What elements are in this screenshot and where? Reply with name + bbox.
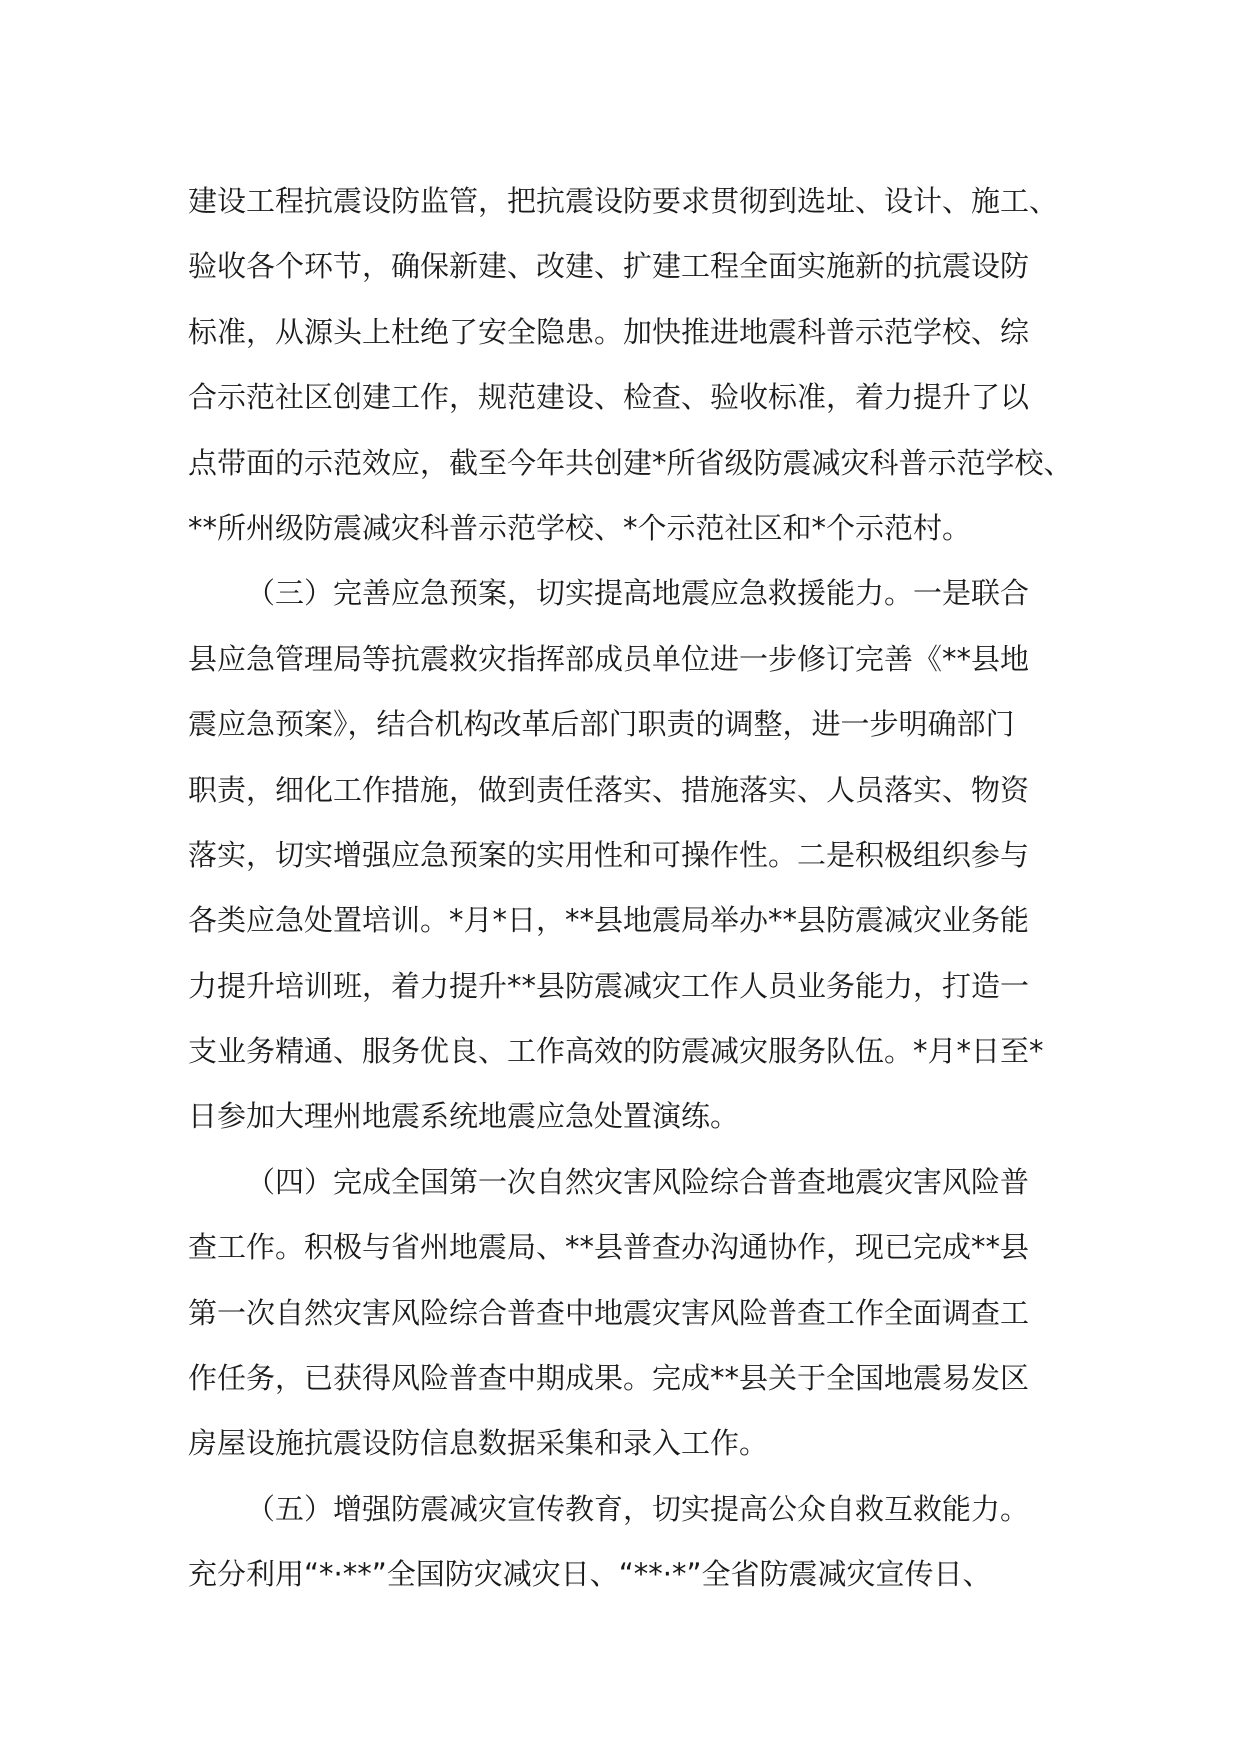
text-line: 支业务精通、服务优良、工作高效的防震减灾服务队伍。*月*日至* (188, 1034, 1044, 1069)
text-line: 日参加大理州地震系统地震应急处置演练。 (188, 1099, 740, 1134)
section-heading-line: （三）完善应急预案，切实提高地震应急救援能力。一是联合 (246, 576, 1030, 611)
body-text (188, 169, 1073, 1608)
text-line: 职责，细化工作措施，做到责任落实、措施落实、人员落实、物资 (188, 772, 1030, 807)
text-line: 县应急管理局等抗震救灾指挥部成员单位进一步修订完善《**县地 (188, 641, 1030, 676)
text-line: 合示范社区创建工作，规范建设、检查、验收标准，着力提升了以 (188, 380, 1030, 415)
text-line: 震应急预案》，结合机构改革后部门职责的调整，进一步明确部门 (188, 707, 1015, 742)
text-line: 标准，从源头上杜绝了安全隐患。加快推进地震科普示范学校、综 (188, 314, 1030, 349)
text-line: 充分利用“*·**”全国防灾减灾日、“**·*”全省防震减灾宣传日、 (188, 1557, 992, 1592)
text-line: 作任务，已获得风险普查中期成果。完成**县关于全国地震易发区 (188, 1361, 1030, 1396)
text-line: 点带面的示范效应，截至今年共创建*所省级防震减灾科普示范学校、 (188, 445, 1073, 480)
text-line: 落实，切实增强应急预案的实用性和可操作性。二是积极组织参与 (188, 837, 1030, 872)
text-line: 建设工程抗震设防监管，把抗震设防要求贯彻到选址、设计、施工、 (188, 184, 1059, 218)
text-line: 第一次自然灾害风险综合普查中地震灾害风险普查工作全面调查工 (188, 1295, 1030, 1330)
text-line: 力提升培训班，着力提升**县防震减灾工作人员业务能力，打造一 (188, 968, 1030, 1003)
section-heading-line: （五）增强防震减灾宣传教育，切实提高公众自救互救能力。 (246, 1491, 1030, 1526)
text-line: **所州级防震减灾科普示范学校、*个示范社区和*个示范村。 (188, 510, 972, 545)
text-line: 查工作。积极与省州地震局、**县普查办沟通协作，现已完成**县 (188, 1230, 1030, 1265)
text-line: 验收各个环节，确保新建、改建、扩建工程全面实施新的抗震设防 (188, 249, 1030, 284)
text-line: 各类应急处置培训。*月*日，**县地震局举办**县防震减灾业务能 (188, 903, 1030, 938)
section-heading-line: （四）完成全国第一次自然灾害风险综合普查地震灾害风险普 (246, 1164, 1030, 1199)
text-line: 房屋设施抗震设防信息数据采集和录入工作。 (188, 1426, 769, 1461)
